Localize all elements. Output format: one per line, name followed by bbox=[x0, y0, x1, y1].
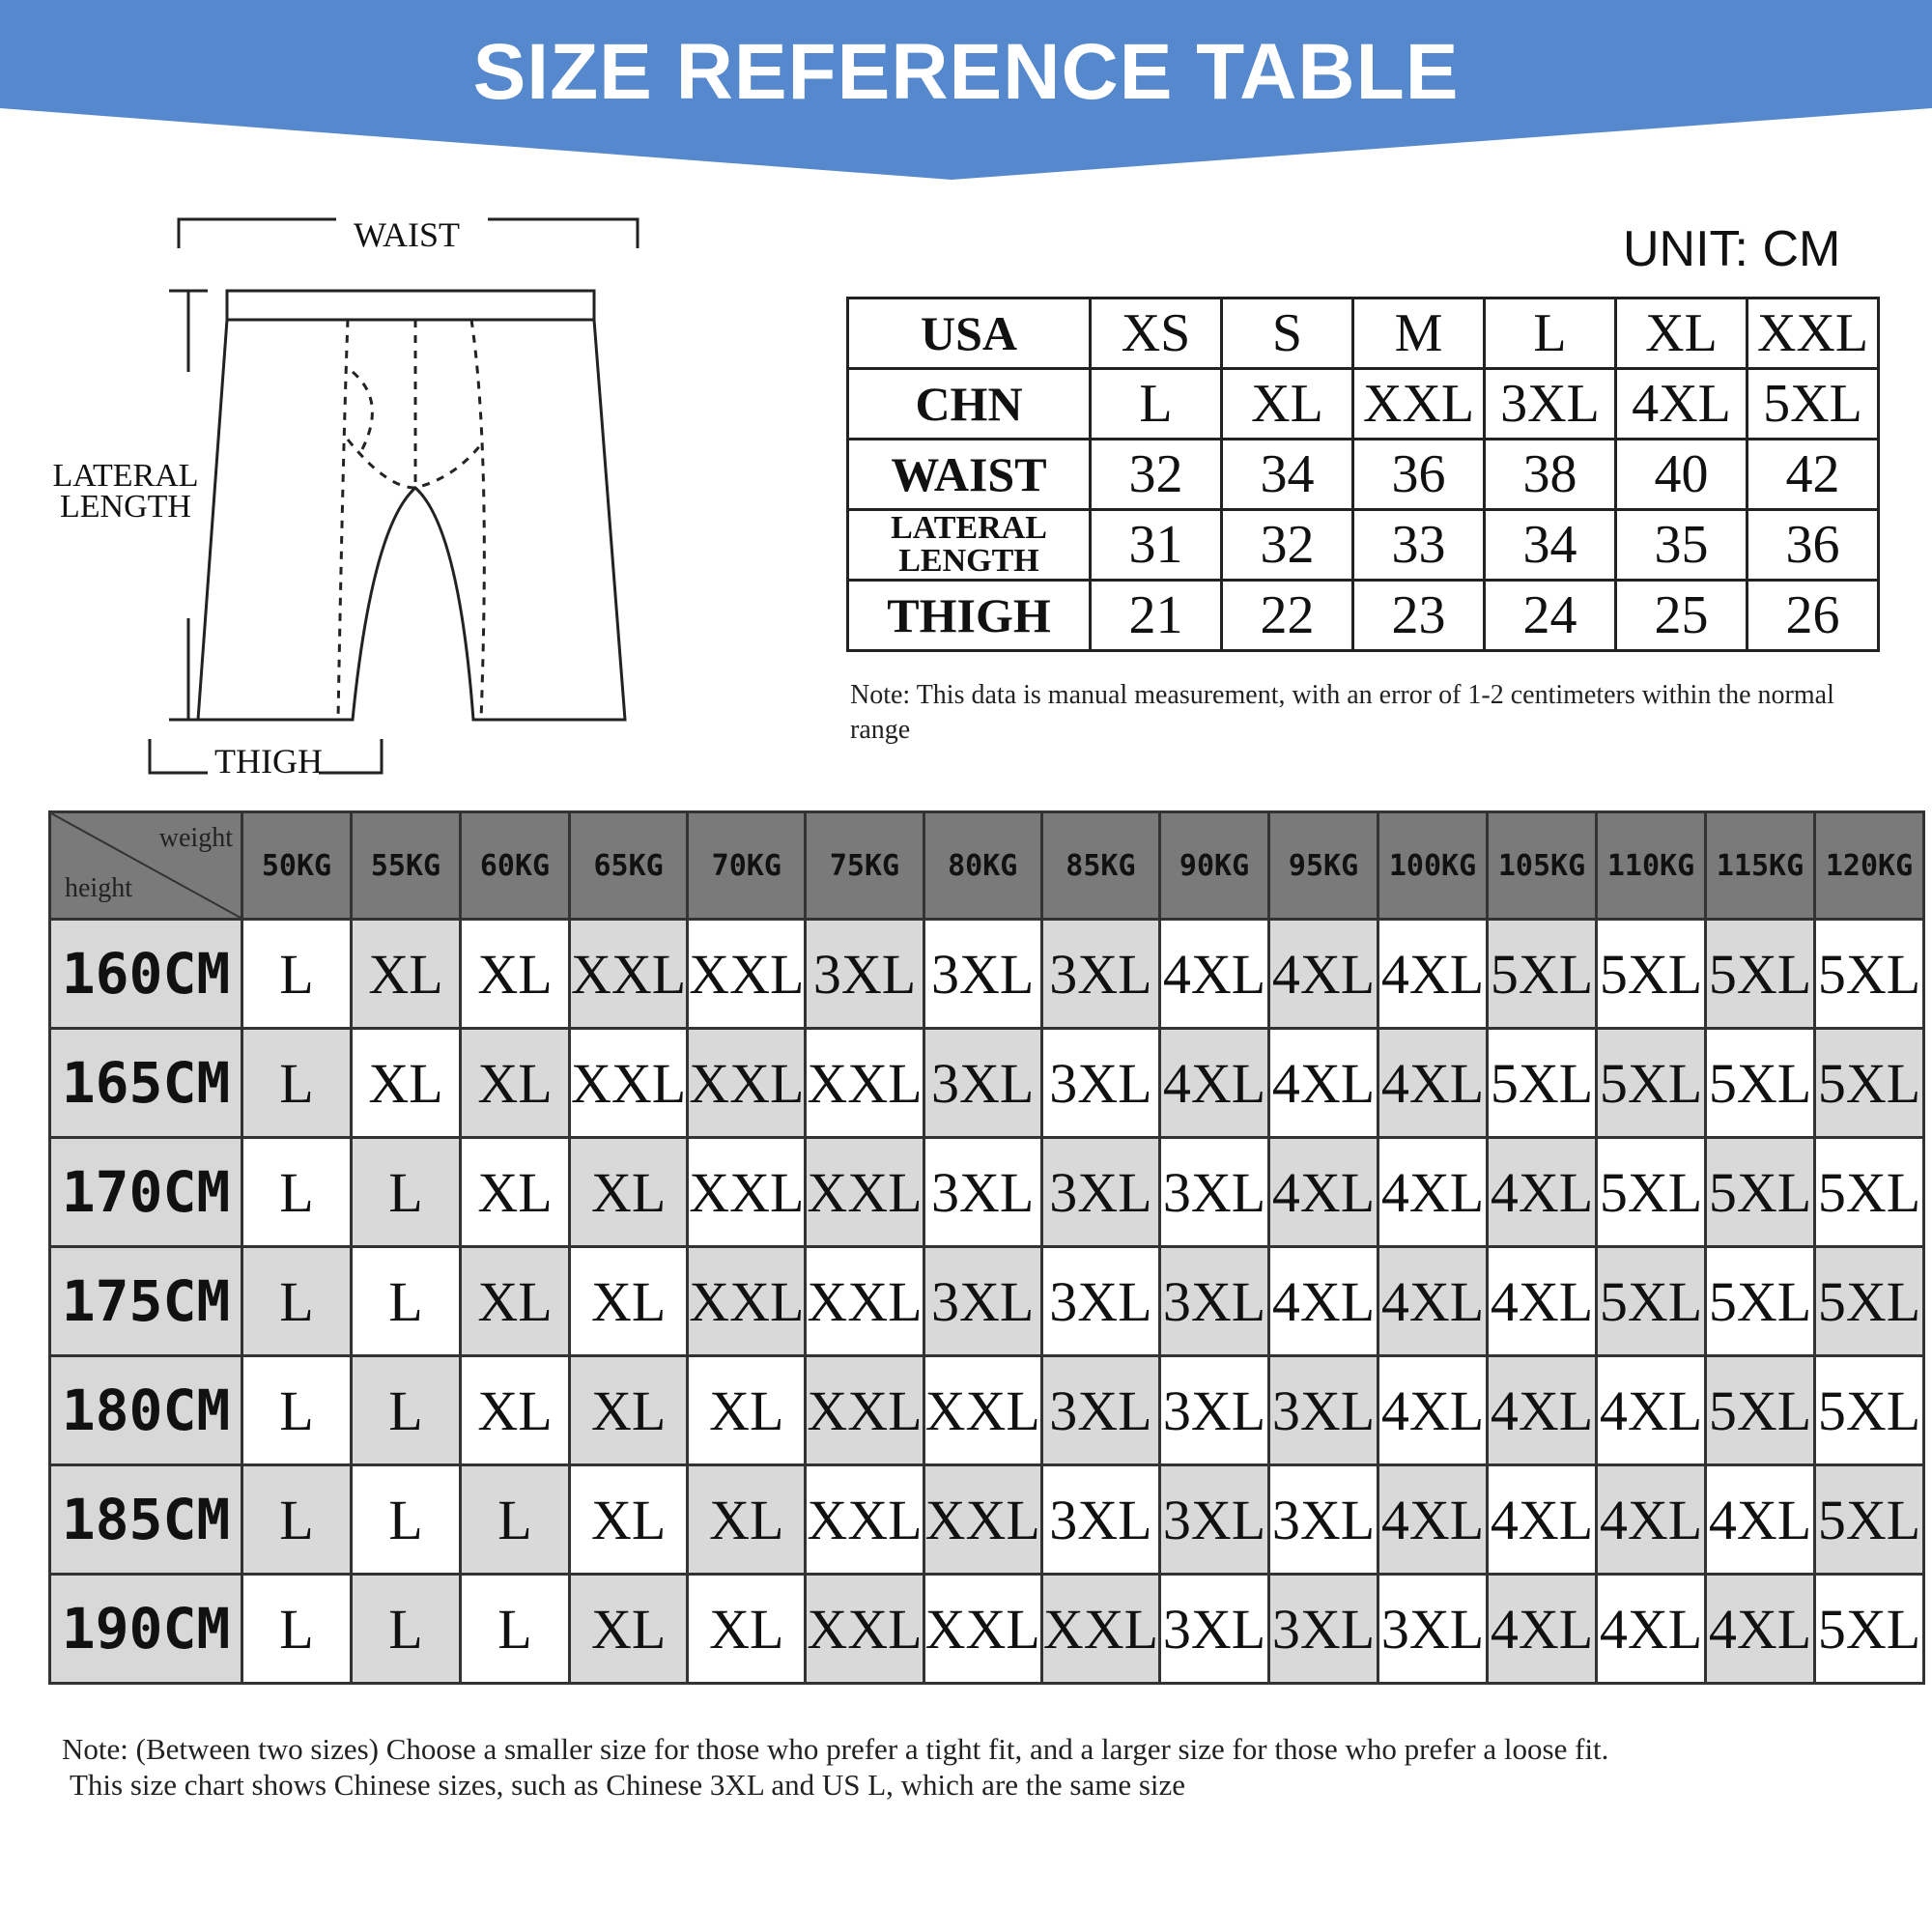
weight-header: 115KG bbox=[1706, 812, 1815, 920]
size-cell: 4XL bbox=[1378, 920, 1488, 1029]
size-cell: XL bbox=[461, 1247, 570, 1356]
size-cell: L bbox=[242, 1465, 352, 1575]
weight-height-grid bbox=[48, 810, 1925, 1685]
size-cell: 3XL bbox=[1269, 1465, 1378, 1575]
size-cell: 3XL bbox=[1041, 920, 1159, 1029]
size-cell: 3XL bbox=[1041, 1138, 1159, 1247]
size-cell: L bbox=[1485, 298, 1616, 369]
table-row bbox=[50, 920, 1924, 1029]
size-cell: 5XL bbox=[1488, 1029, 1597, 1138]
height-header: 160CM bbox=[50, 920, 242, 1029]
measure-cell: 25 bbox=[1616, 581, 1747, 651]
size-cell: 4XL bbox=[1597, 1465, 1706, 1575]
size-cell: 4XL bbox=[1378, 1138, 1488, 1247]
size-cell: 5XL bbox=[1597, 1138, 1706, 1247]
size-cell: XL bbox=[570, 1575, 688, 1684]
measure-cell: 23 bbox=[1353, 581, 1485, 651]
size-cell: 4XL bbox=[1378, 1029, 1488, 1138]
table-row bbox=[848, 581, 1879, 651]
weight-header: 65KG bbox=[570, 812, 688, 920]
size-cell: 3XL bbox=[1269, 1356, 1378, 1465]
size-cell: XXL bbox=[570, 1029, 688, 1138]
size-cell: 5XL bbox=[1706, 920, 1815, 1029]
size-cell: 4XL bbox=[1706, 1465, 1815, 1575]
measure-cell: 34 bbox=[1222, 440, 1353, 510]
size-cell: 4XL bbox=[1597, 1356, 1706, 1465]
weight-header: 80KG bbox=[923, 812, 1041, 920]
size-cell: 3XL bbox=[1485, 369, 1616, 440]
measure-cell: 40 bbox=[1616, 440, 1747, 510]
size-cell: L bbox=[352, 1465, 461, 1575]
size-cell: XL bbox=[570, 1247, 688, 1356]
size-cell: 3XL bbox=[923, 1029, 1041, 1138]
size-cell: 4XL bbox=[1706, 1575, 1815, 1684]
size-cell: L bbox=[461, 1575, 570, 1684]
size-cell: 4XL bbox=[1269, 1029, 1378, 1138]
thigh-label: THIGH bbox=[214, 742, 323, 781]
size-cell: 3XL bbox=[1041, 1356, 1159, 1465]
size-cell: 3XL bbox=[1160, 1247, 1269, 1356]
size-cell: L bbox=[352, 1247, 461, 1356]
table-row bbox=[50, 1356, 1924, 1465]
size-cell: 4XL bbox=[1378, 1356, 1488, 1465]
size-cell: 4XL bbox=[1616, 369, 1747, 440]
size-cell: 5XL bbox=[1747, 369, 1879, 440]
size-cell: 3XL bbox=[1041, 1247, 1159, 1356]
measure-cell: 38 bbox=[1485, 440, 1616, 510]
size-cell: 5XL bbox=[1706, 1029, 1815, 1138]
waist-label: WAIST bbox=[354, 215, 460, 254]
fit-note-line1: Note: (Between two sizes) Choose a smaller size for those who prefer a tight fit, and a larger size for those who prefer a loose fit. bbox=[62, 1732, 1609, 1766]
size-cell: 5XL bbox=[1597, 1029, 1706, 1138]
lateral-length-label bbox=[39, 458, 213, 525]
measure-cell: 35 bbox=[1616, 510, 1747, 581]
size-cell: 3XL bbox=[1160, 1465, 1269, 1575]
size-cell: S bbox=[1222, 298, 1353, 369]
size-cell: 5XL bbox=[1815, 1465, 1924, 1575]
measure-cell: 32 bbox=[1091, 440, 1222, 510]
size-cell: XXL bbox=[806, 1247, 923, 1356]
height-header: 165CM bbox=[50, 1029, 242, 1138]
size-cell: L bbox=[352, 1356, 461, 1465]
measure-cell: 32 bbox=[1222, 510, 1353, 581]
size-cell: XXL bbox=[1353, 369, 1485, 440]
fit-note-line2: This size chart shows Chinese sizes, such as Chinese 3XL and US L, which are the same size bbox=[70, 1768, 1186, 1802]
size-cell: XXL bbox=[1747, 298, 1879, 369]
size-cell: XL bbox=[570, 1465, 688, 1575]
size-cell: 3XL bbox=[923, 1138, 1041, 1247]
size-cell: XXL bbox=[923, 1356, 1041, 1465]
row-header: WAIST bbox=[848, 440, 1091, 510]
size-cell: XXL bbox=[806, 1029, 923, 1138]
table-row bbox=[50, 1247, 1924, 1356]
size-cell: 3XL bbox=[923, 1247, 1041, 1356]
size-cell: XL bbox=[461, 920, 570, 1029]
page-title: SIZE REFERENCE TABLE bbox=[472, 28, 1460, 116]
weight-header: 60KG bbox=[461, 812, 570, 920]
size-cell: XL bbox=[461, 1029, 570, 1138]
size-cell: 3XL bbox=[1160, 1575, 1269, 1684]
size-cell: 5XL bbox=[1815, 920, 1924, 1029]
corner-weight-label: weight bbox=[158, 823, 233, 853]
size-cell: XXL bbox=[923, 1575, 1041, 1684]
height-header: 190CM bbox=[50, 1575, 242, 1684]
measure-cell: 22 bbox=[1222, 581, 1353, 651]
size-cell: 5XL bbox=[1488, 920, 1597, 1029]
row-header: CHN bbox=[848, 369, 1091, 440]
fit-note bbox=[62, 1731, 1917, 1803]
size-cell: 5XL bbox=[1597, 1247, 1706, 1356]
height-header: 180CM bbox=[50, 1356, 242, 1465]
size-cell: XL bbox=[352, 1029, 461, 1138]
size-cell: 3XL bbox=[806, 920, 923, 1029]
weight-header: 75KG bbox=[806, 812, 923, 920]
size-cell: 4XL bbox=[1488, 1465, 1597, 1575]
shorts-diagram bbox=[29, 208, 667, 787]
size-cell: 4XL bbox=[1269, 1247, 1378, 1356]
size-cell: XL bbox=[1616, 298, 1747, 369]
measure-cell: 33 bbox=[1353, 510, 1485, 581]
table-row bbox=[50, 1465, 1924, 1575]
size-cell: L bbox=[1091, 369, 1222, 440]
weight-header: 95KG bbox=[1269, 812, 1378, 920]
measure-cell: 21 bbox=[1091, 581, 1222, 651]
size-cell: L bbox=[242, 1575, 352, 1684]
title-banner bbox=[0, 0, 1932, 184]
size-cell: XL bbox=[688, 1356, 806, 1465]
size-cell: L bbox=[242, 1356, 352, 1465]
size-cell: XL bbox=[461, 1356, 570, 1465]
weight-header: 100KG bbox=[1378, 812, 1488, 920]
size-cell: XXL bbox=[570, 920, 688, 1029]
measure-cell: 36 bbox=[1353, 440, 1485, 510]
size-cell: XL bbox=[570, 1356, 688, 1465]
weight-header: 70KG bbox=[688, 812, 806, 920]
size-cell: 4XL bbox=[1488, 1247, 1597, 1356]
size-cell: 5XL bbox=[1815, 1356, 1924, 1465]
size-cell: XL bbox=[1222, 369, 1353, 440]
size-cell: XL bbox=[570, 1138, 688, 1247]
measurement-note: Note: This data is manual measurement, with an error of 1-2 centimeters within the normal range bbox=[850, 680, 1834, 745]
grid-header-row bbox=[50, 812, 1924, 920]
size-cell: XXL bbox=[923, 1465, 1041, 1575]
size-cell: XXL bbox=[688, 920, 806, 1029]
size-cell: XL bbox=[688, 1575, 806, 1684]
size-cell: XXL bbox=[688, 1029, 806, 1138]
size-cell: XXL bbox=[806, 1138, 923, 1247]
size-cell: 5XL bbox=[1815, 1575, 1924, 1684]
weight-header: 105KG bbox=[1488, 812, 1597, 920]
measure-cell: 36 bbox=[1747, 510, 1879, 581]
measure-cell: 24 bbox=[1485, 581, 1616, 651]
size-cell: XL bbox=[352, 920, 461, 1029]
row-header: THIGH bbox=[848, 581, 1091, 651]
lateral-label-line1: LATERAL bbox=[52, 458, 199, 494]
size-cell: 3XL bbox=[1160, 1138, 1269, 1247]
size-cell: 3XL bbox=[1378, 1575, 1488, 1684]
table-row bbox=[848, 510, 1879, 581]
measure-cell: 42 bbox=[1747, 440, 1879, 510]
size-cell: L bbox=[461, 1465, 570, 1575]
size-cell: 4XL bbox=[1488, 1575, 1597, 1684]
weight-header: 120KG bbox=[1815, 812, 1924, 920]
size-cell: 4XL bbox=[1488, 1356, 1597, 1465]
size-cell: 4XL bbox=[1378, 1465, 1488, 1575]
lateral-label-line2: LENGTH bbox=[60, 489, 191, 525]
table-row bbox=[848, 440, 1879, 510]
size-conversion-table bbox=[846, 297, 1880, 652]
size-cell: 3XL bbox=[923, 920, 1041, 1029]
weight-header: 50KG bbox=[242, 812, 352, 920]
size-cell: 3XL bbox=[1041, 1029, 1159, 1138]
weight-header: 110KG bbox=[1597, 812, 1706, 920]
size-cell: 4XL bbox=[1378, 1247, 1488, 1356]
size-cell: XXL bbox=[806, 1465, 923, 1575]
size-cell: L bbox=[242, 1138, 352, 1247]
size-cell: 3XL bbox=[1041, 1465, 1159, 1575]
size-cell: 4XL bbox=[1597, 1575, 1706, 1684]
size-cell: XL bbox=[461, 1138, 570, 1247]
table-row bbox=[848, 369, 1879, 440]
table-row bbox=[50, 1029, 1924, 1138]
size-cell: L bbox=[352, 1575, 461, 1684]
size-cell: XXL bbox=[688, 1138, 806, 1247]
size-cell: M bbox=[1353, 298, 1485, 369]
size-cell: 5XL bbox=[1815, 1138, 1924, 1247]
size-cell: 4XL bbox=[1488, 1138, 1597, 1247]
weight-header: 55KG bbox=[352, 812, 461, 920]
measure-cell: 31 bbox=[1091, 510, 1222, 581]
size-cell: L bbox=[352, 1138, 461, 1247]
size-cell: XXL bbox=[806, 1575, 923, 1684]
size-cell: XL bbox=[688, 1465, 806, 1575]
size-cell: 5XL bbox=[1706, 1247, 1815, 1356]
size-cell: 4XL bbox=[1160, 920, 1269, 1029]
row-header: USA bbox=[848, 298, 1091, 369]
size-cell: L bbox=[242, 1247, 352, 1356]
size-cell: XXL bbox=[1041, 1575, 1159, 1684]
size-cell: 5XL bbox=[1815, 1029, 1924, 1138]
size-cell: 3XL bbox=[1160, 1356, 1269, 1465]
size-cell: L bbox=[242, 920, 352, 1029]
grid-corner-cell bbox=[50, 812, 242, 920]
unit-label: UNIT: CM bbox=[1623, 221, 1841, 277]
size-cell: L bbox=[242, 1029, 352, 1138]
size-cell: XXL bbox=[688, 1247, 806, 1356]
weight-header: 85KG bbox=[1041, 812, 1159, 920]
size-cell: 5XL bbox=[1815, 1247, 1924, 1356]
size-cell: 4XL bbox=[1269, 1138, 1378, 1247]
size-cell: 5XL bbox=[1706, 1356, 1815, 1465]
height-header: 185CM bbox=[50, 1465, 242, 1575]
table-row bbox=[50, 1138, 1924, 1247]
size-cell: 3XL bbox=[1269, 1575, 1378, 1684]
size-cell: 5XL bbox=[1597, 920, 1706, 1029]
weight-header: 90KG bbox=[1160, 812, 1269, 920]
size-cell: 5XL bbox=[1706, 1138, 1815, 1247]
measure-cell: 26 bbox=[1747, 581, 1879, 651]
size-cell: 4XL bbox=[1269, 920, 1378, 1029]
height-header: 170CM bbox=[50, 1138, 242, 1247]
row-header: LATERAL LENGTH bbox=[848, 510, 1091, 581]
height-header: 175CM bbox=[50, 1247, 242, 1356]
size-cell: XXL bbox=[806, 1356, 923, 1465]
table-row bbox=[848, 298, 1879, 369]
table-row bbox=[50, 1575, 1924, 1684]
size-cell: 4XL bbox=[1160, 1029, 1269, 1138]
measure-cell: 34 bbox=[1485, 510, 1616, 581]
corner-height-label: height bbox=[65, 873, 132, 903]
size-cell: XS bbox=[1091, 298, 1222, 369]
